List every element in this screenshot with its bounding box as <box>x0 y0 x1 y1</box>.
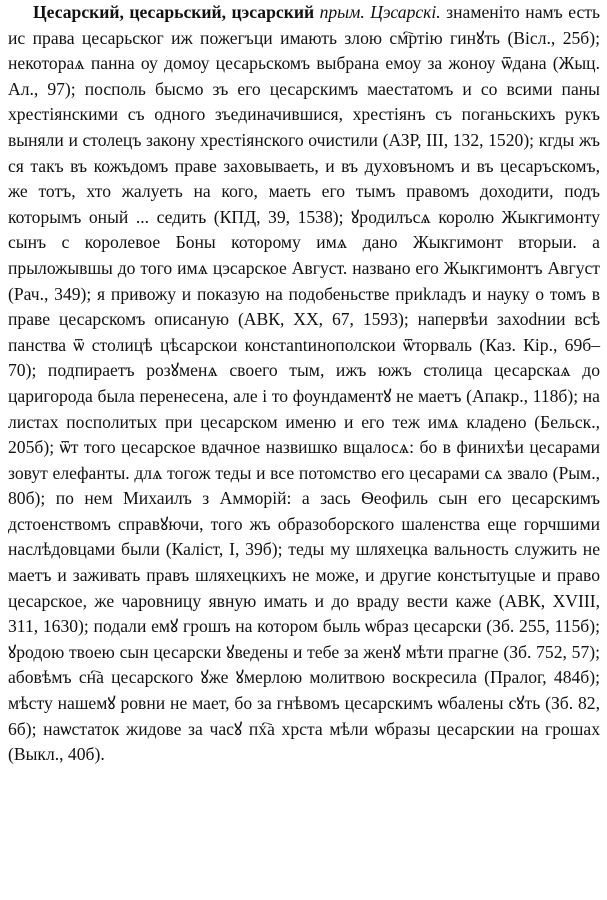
entry-body: знаменіто намъ есть ис права цесарьског иж пожегъци имають злою см҇ртію гинꙋть (Вісл., 25б); некотораѧ панна оу домоу цесарьскомъ выбрана емоу за жоноу ѿдана (Жыц. Ал., 97); посполь бысмо зъ его цесарскимъ маестатомъ и со всими паны хрестіянскими съ одного зъединачившися, хрестіянъ съ поганьскихъ рукъ выняли и столецъ закону хрестіянского очистили (АЗР, III, 132, 1520); кгды жъ ся такъ въ кожъдомъ праве заховываеть, и въ духовъномъ и въ цесаръскомъ, же тотъ, хто жалуеть на кого, маеть его тымъ правомъ доходити, подъ которымъ оный ... седить (КПД, 39, 1538); ꙋродилъсѧ королю Жыкгимонту сынъ с королевое Боны которому имѧ дано Жыкгимонт вторыи. а прыложывшы до того имѧ цэсарское Август. названо его Жыкгимонтъ Август (Рач., 349); я привожу и показую на подобеньстве приkладъ и науку о томъ в праве цесарскомъ описаную (АВК, XX, 67, 1593); напервѣи захоdнии всѣ панства ѿ столицѣ цѣсарскои констаntинополскои ѿторваль (Каз. Кір., 69б–70); подпираетъ розꙋменѧ своего тым, ижъ южъ столица цесарскаѧ до царигорода была перенесена, але і то фоундаментꙋ не маетъ (Апакр., 118б); на листах посполитых при цесарском именю и его теж имѧ кладено (Бельск., 205б); ѿт того цесарское вдачное назвишко вщалосѧ: бо в финихѣи цесарами зовут елефанты. длѧ тогож теды и все потомство его цесарами сѧ звало (Рым., 80б); по нем Михаилъ з Амморій: а зась Ѳеофиль сын его цесарскимъ дстоенствомъ справꙋючи, того жъ образоборского шаленства еще горчшими наслѣдовцами были (Каліст, І, 39б); теды му шляхецка вальность служить не маетъ и заживать правъ шляхецкихъ не може, и другие констытуцые и право цесарское, же чаровницу явную имать и до враду вести каже (АВК, XVIII, 311, 1630); подали емꙋ грошъ на котором быль ѡбраз цесарски (Зб. 255, 115б); ꙋродою твоею сын цесарски ꙋведены и тебе за женꙋ мѣти прагне (Зб. 752, 57); абовѣмъ сн҇а цесарского ꙋже ꙋмерлою молитвою воскресила (Пралог, 484б); мѣсту нашемꙋ ровни не мает, бо за гнѣвомъ цесарскимъ ѡбалены сꙋть (Зб. 82, 6б); наѡстаток жидове за часꙋ пх҇а хрста мѣли ѡбразы цесарскии на грошах (Выкл., 40б). <box>8 2 600 765</box>
dictionary-entry <box>8 0 600 768</box>
part-of-speech: прым. <box>319 2 365 22</box>
equivalent-word: Цэсарскі. <box>370 2 441 22</box>
entry-headword: Цесарский, цесарьский, цэсарский <box>33 2 315 22</box>
dictionary-page <box>8 0 600 768</box>
